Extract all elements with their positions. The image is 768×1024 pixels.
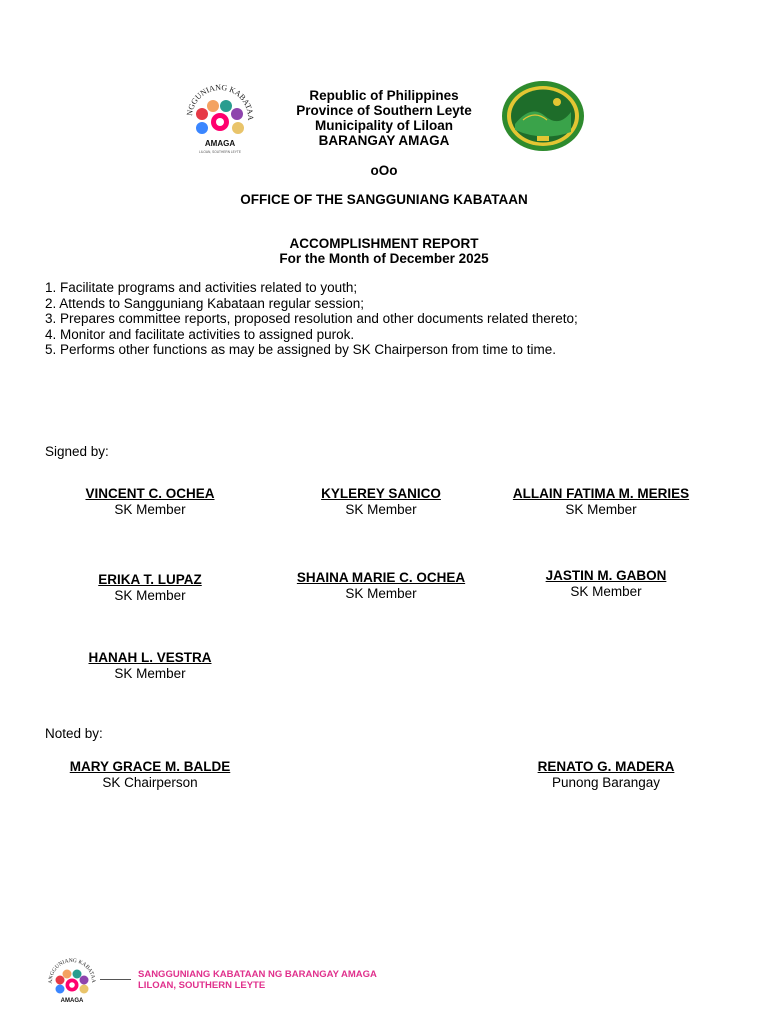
signatory-name: VINCENT C. OCHEA	[85, 486, 215, 501]
signatory-role: SK Member	[114, 588, 186, 603]
footer-logo-word: AMAGA	[60, 998, 84, 1004]
duty-item: 4. Monitor and facilitate activities to assigned purok.	[45, 326, 355, 342]
signatory	[85, 486, 214, 518]
separator: oOo	[370, 163, 398, 178]
signatory	[546, 568, 667, 600]
sk-logo-word: AMAGA	[204, 139, 236, 148]
signed-by-label: Signed by:	[45, 444, 109, 459]
signatory-role: SK Member	[114, 502, 186, 517]
signatory-name: KYLEREY SANICO	[321, 486, 441, 501]
header-line-province: Province of Southern Leyte	[296, 103, 472, 118]
duties-list	[45, 280, 745, 358]
footer-text	[138, 969, 377, 991]
signatory-role: Punong Barangay	[551, 775, 661, 790]
sk-logo-subtext: LILOAN, SOUTHERN LEYTE	[199, 150, 241, 154]
signatory-name: MARY GRACE M. BALDE	[69, 759, 231, 774]
signatory-role: SK Chairperson	[102, 775, 198, 790]
noted-by-label: Noted by:	[45, 726, 103, 741]
header-line-barangay: BARANGAY AMAGA	[318, 133, 450, 148]
noted-signatory	[70, 759, 231, 791]
footer-line: SANGGUNIANG KABATAAN NG BARANGAY AMAGA	[138, 969, 377, 980]
signatory-role: SK Member	[114, 666, 186, 681]
signatory-role: SK Member	[345, 502, 417, 517]
noted-signatory	[538, 759, 675, 791]
signatory-role: SK Member	[565, 502, 637, 517]
signatory-role: SK Member	[570, 584, 642, 599]
header-line-country: Republic of Philippines	[309, 88, 459, 103]
signatory	[513, 486, 689, 518]
footer-logo-graphic	[44, 954, 100, 1010]
signatory-name: HANAH L. VESTRA	[88, 650, 212, 665]
footer-rule	[100, 979, 131, 980]
signatory-name: RENATO G. MADERA	[537, 759, 675, 774]
signatory-name: JASTIN M. GABON	[545, 568, 667, 583]
duty-item: 1. Facilitate programs and activities related to youth;	[45, 280, 358, 295]
report-subtitle: For the Month of December 2025	[279, 251, 489, 266]
signatory	[321, 486, 441, 518]
duty-item: 2. Attends to Sangguniang Kabataan regular session;	[45, 295, 364, 311]
office-title: OFFICE OF THE SANGGUNIANG KABATAAN	[240, 192, 528, 207]
footer-logo	[44, 954, 100, 1010]
duty-item: 3. Prepares committee reports, proposed resolution and other documents related thereto;	[45, 311, 578, 326]
signatory-role: SK Member	[345, 586, 417, 601]
signatory-name: SHAINA MARIE C. OCHEA	[296, 570, 466, 585]
duty-item: 5. Performs other functions as may be assigned by SK Chairperson from time to time.	[45, 342, 556, 357]
report-title: ACCOMPLISHMENT REPORT	[289, 236, 479, 251]
footer-logo-arc-text: ANGGUNIANG KABATAA	[47, 957, 97, 984]
header-line-municipality: Municipality of Liloan	[315, 118, 453, 133]
signatory-name: ALLAIN FATIMA M. MERIES	[512, 486, 690, 501]
letterhead	[234, 88, 534, 148]
signatory	[297, 570, 465, 602]
signatory	[98, 572, 202, 604]
signatory-name: ERIKA T. LUPAZ	[98, 572, 202, 587]
signatory	[88, 650, 211, 682]
sk-logo-arc-text: NGGUNIANG KABATAA	[185, 82, 256, 121]
footer-line: LILOAN, SOUTHERN LEYTE	[138, 980, 266, 991]
